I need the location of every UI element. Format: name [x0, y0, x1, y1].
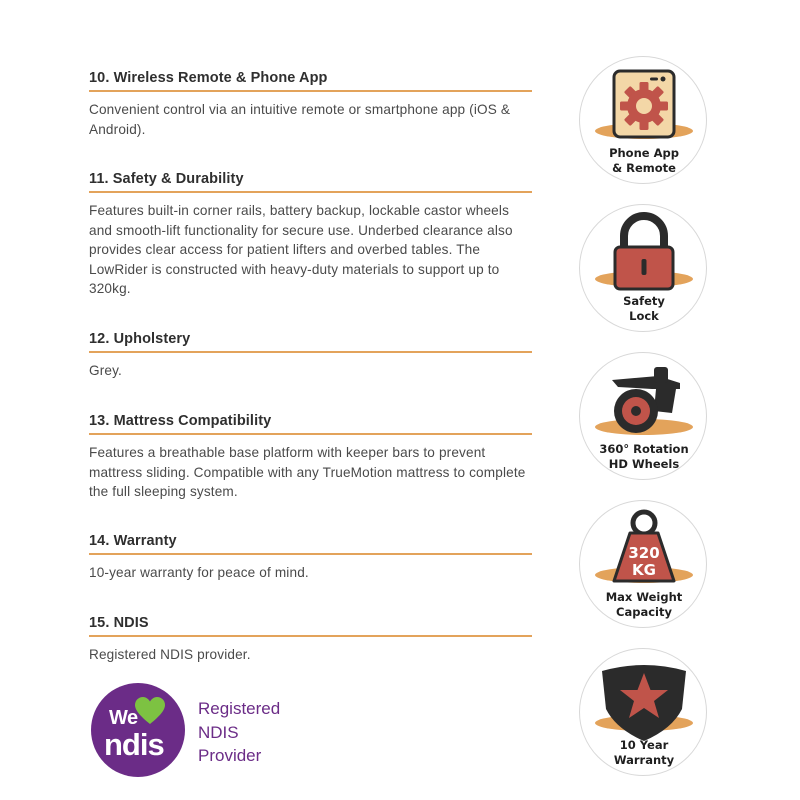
badge-caption-line: HD Wheels — [608, 456, 680, 471]
section-title: 13. Mattress Compatibility — [89, 413, 532, 435]
ndis-registered-text — [198, 697, 280, 768]
section-mattress-compatibility — [89, 413, 532, 502]
badge-caption-line: Max Weight — [605, 590, 683, 604]
section-title: 11. Safety & Durability — [89, 171, 532, 193]
section-wireless-remote — [89, 70, 532, 139]
badge-caption-line: 10 Year — [619, 738, 669, 752]
badge-caption-line: Capacity — [616, 604, 672, 619]
badge-safety-lock — [579, 204, 707, 332]
section-body: Registered NDIS provider. — [89, 647, 251, 662]
badge-wheels — [579, 352, 707, 480]
badge-caption-line: Safety — [623, 294, 665, 308]
ndis-logo-we: We — [109, 707, 138, 729]
section-body: Features a breathable base platform with keeper bars to prevent mattress sliding. Compatible with any TrueMotion mattress to complete the full sleeping system. — [89, 445, 526, 500]
badge-caption — [580, 294, 708, 323]
section-body: 10-year warranty for peace of mind. — [89, 565, 309, 580]
section-safety-durability — [89, 171, 532, 299]
badge-phone-app — [579, 56, 707, 184]
section-title: 12. Upholstery — [89, 331, 532, 353]
ndis-logo — [91, 683, 185, 777]
section-title: 14. Warranty — [89, 533, 532, 555]
badge-caption — [580, 146, 708, 175]
badge-caption-line: 360° Rotation — [599, 442, 689, 456]
badge-caption-line: Phone App — [609, 146, 679, 160]
section-title: 10. Wireless Remote & Phone App — [89, 70, 532, 92]
section-warranty — [89, 533, 532, 583]
ndis-text-line: Registered — [198, 699, 281, 718]
ndis-text-line: Provider — [198, 746, 262, 765]
section-body: Convenient control via an intuitive remote or smartphone app (iOS & Android). — [89, 102, 511, 137]
section-ndis — [89, 615, 532, 665]
badge-caption — [580, 442, 708, 471]
ndis-text-line: NDIS — [198, 722, 239, 742]
badge-caption-line: Warranty — [613, 752, 675, 767]
weight-number: 320 — [628, 544, 660, 562]
section-body: Features built-in corner rails, battery backup, lockable castor wheels and smooth-lift functionality for secure use. Underbed clearance also provides clear access for patient lifters and overbed tables. The LowRider is constructed with heavy-duty materials to support up to 320kg. — [89, 203, 513, 297]
section-title: 15. NDIS — [89, 615, 532, 637]
badge-caption-line: & Remote — [612, 160, 676, 175]
ndis-logo-word: ndis — [104, 727, 164, 762]
badge-caption-line: Lock — [629, 308, 659, 323]
heart-icon — [135, 697, 165, 725]
section-body: Grey. — [89, 363, 122, 378]
badge-warranty — [579, 648, 707, 776]
section-upholstery — [89, 331, 532, 381]
weight-unit: KG — [632, 561, 656, 579]
badge-caption — [580, 590, 708, 619]
badge-caption — [580, 738, 708, 767]
badge-max-weight — [579, 500, 707, 628]
